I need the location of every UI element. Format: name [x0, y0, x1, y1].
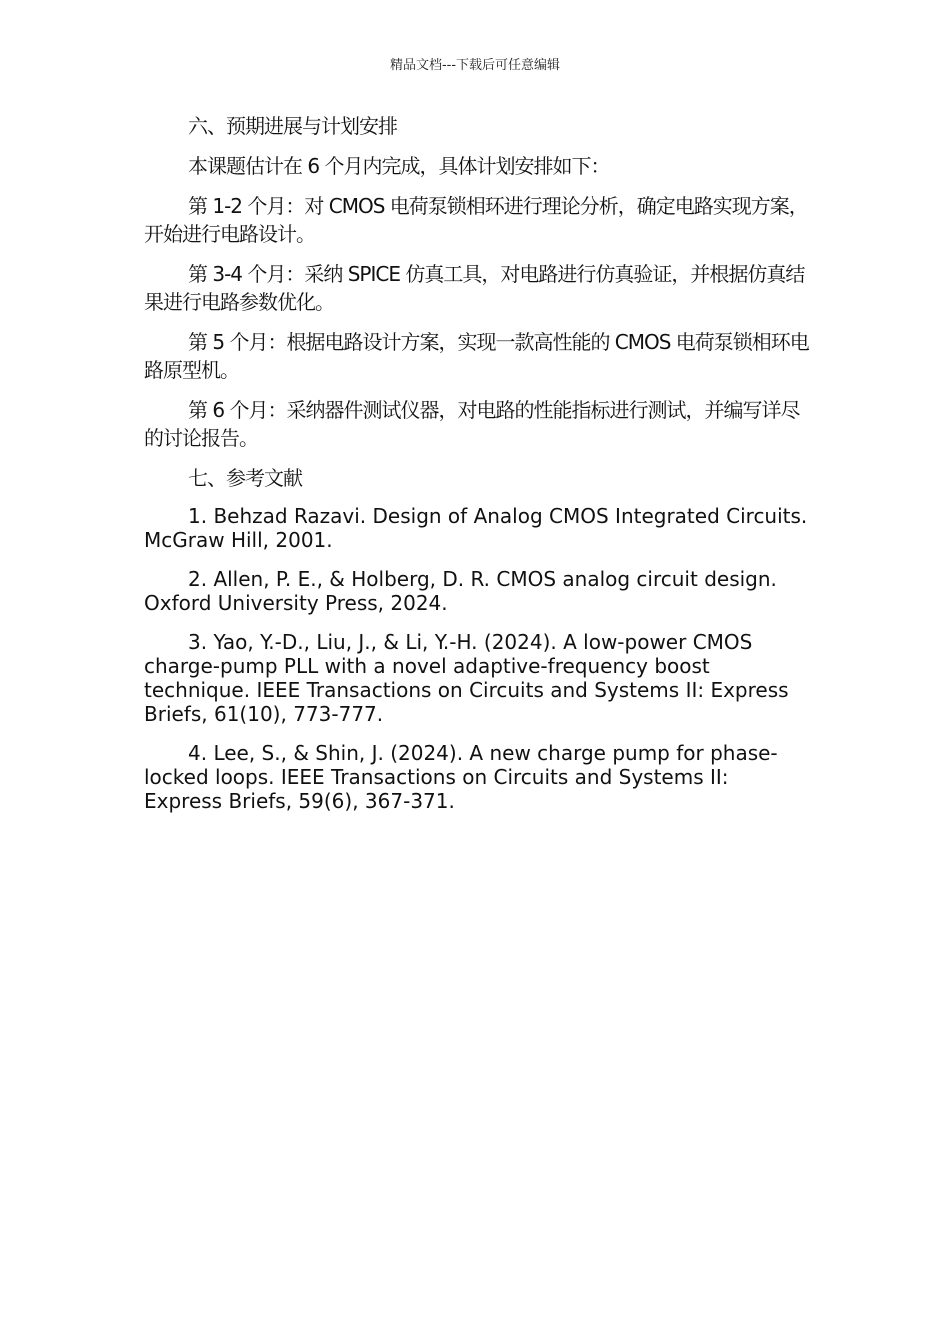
section-six-heading: 六、预期进展与计划安排: [188, 114, 397, 138]
plan-item-month-6: 第 6 个月：采纳器件测试仪器，对电路的性能指标进行测试，并编写详尽的讨论报告。: [144, 398, 800, 450]
plan-item-months-1-2: 第 1-2 个月：对 CMOS 电荷泵锁相环进行理论分析，确定电路实现方案，开始进行电路设计。: [144, 194, 808, 246]
reference-item-1: 1. Behzad Razavi. Design of Analog CMOS Integrated Circuits. McGraw Hill, 2001.: [144, 504, 808, 552]
plan-item-months-3-4: 第 3-4 个月：采纳 SPICE 仿真工具，对电路进行仿真验证，并根据仿真结果进行电路参数优化。: [144, 262, 805, 314]
plan-item-month-5: 第 5 个月：根据电路设计方案，实现一款高性能的 CMOS 电荷泵锁相环电路原型机。: [144, 330, 809, 382]
reference-item-2: 2. Allen, P. E., & Holberg, D. R. CMOS analog circuit design. Oxford University Press, 2024.: [144, 567, 777, 615]
page-header: 精品文档---下载后可任意编辑: [389, 58, 561, 73]
section-seven-heading: 七、参考文献: [188, 466, 302, 490]
section-six-intro: 本课题估计在 6 个月内完成，具体计划安排如下：: [188, 154, 610, 178]
reference-item-4: 4. Lee, S., & Shin, J. (2024). A new charge pump for phase-locked loops. IEEE Transactions on Circuits and Systems II: Express Briefs, 59(6), 367-371.: [144, 741, 778, 813]
reference-item-3: 3. Yao, Y.-D., Liu, J., & Li, Y.-H. (2024). A low-power CMOS charge-pump PLL with a novel adaptive-frequency boost technique. IEEE Transactions on Circuits and Systems II: Express Briefs, 61(10), 773-777.: [144, 630, 789, 726]
document-body: [144, 112, 809, 828]
